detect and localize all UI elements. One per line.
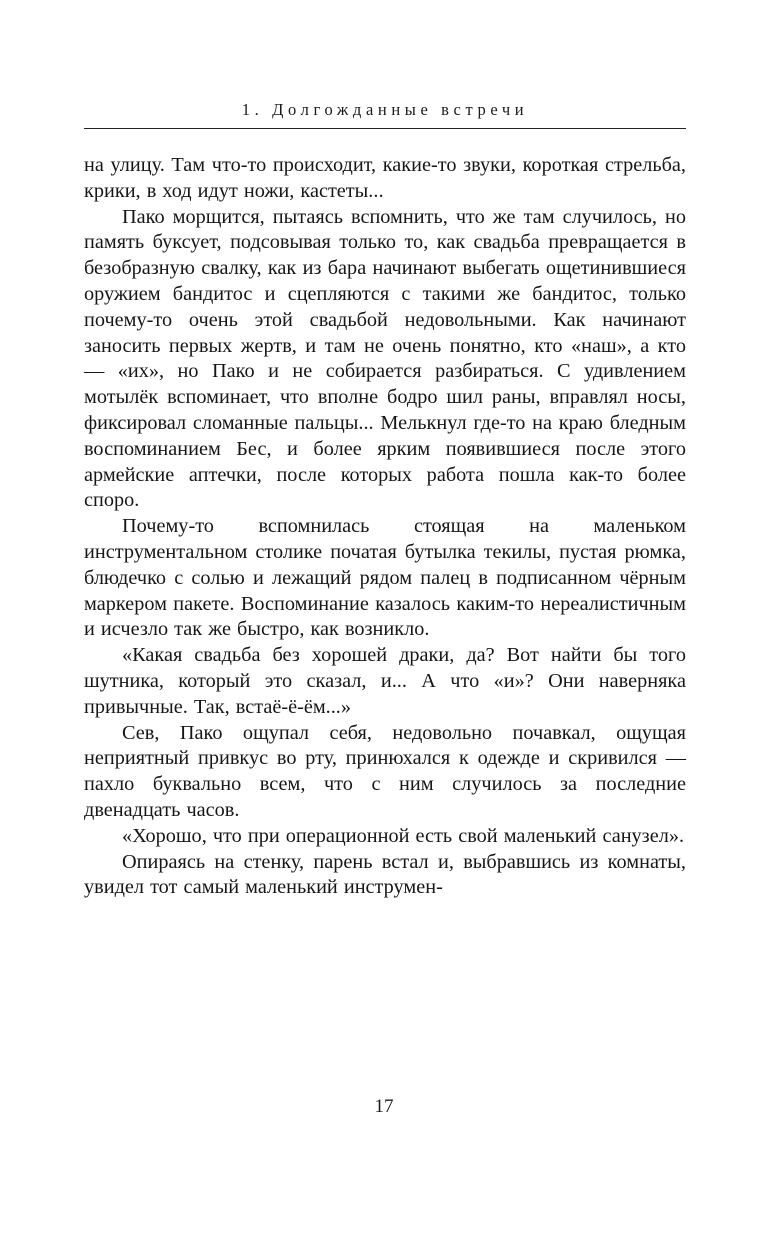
header-rule	[84, 128, 686, 129]
paragraph: на улицу. Там что-то происходит, какие-то звуки, короткая стрельба, крики, в ход идут ножи, кастеты...	[84, 154, 686, 202]
page-content	[84, 100, 686, 901]
paragraph: Опираясь на стенку, парень встал и, выбравшись из комнаты, увидел тот самый маленький инструмен-	[84, 850, 686, 899]
paragraph: «Какая свадьба без хорошей драки, да? Вот найти бы того шутника, который это сказал, и... А что «и»? Они наверняка привычные. Так, встаё-ё-ём...»	[84, 644, 686, 718]
page-body	[84, 153, 686, 901]
paragraph: «Хорошо, что при операционной есть свой маленький санузел».	[122, 824, 685, 847]
paragraph: Почему-то вспомнилась стоящая на маленьком инструментальном столике початая бутылка текилы, пустая рюмка, блюдечко с солью и лежащий рядом палец в подписанном чёрным маркером пакете. Воспоминание казалось каким-то нереалистичным и исчезло так же быстро, как возникло.	[84, 515, 686, 641]
page-number: 17	[374, 1096, 394, 1117]
paragraph: Сев, Пако ощупал себя, недовольно почавкал, ощущая неприятный привкус во рту, принюхался к одежде и скривился — пахло буквально всем, что с ним случилось за последние двенадцать часов.	[84, 721, 686, 821]
paragraph: Пако морщится, пытаясь вспомнить, что же там случилось, но память буксует, подсовывая только то, как свадьба превращается в безобразную свалку, как из бара начинают выбегать ощетинившиеся оружием бандитос и сцепляются с такими же бандитос, только почему-то очень этой свадьбой недовольными. Как начинают заносить первых жертв, и там не очень понятно, кто «наш», а кто — «их», но Пако и не собирается разбираться. С удивлением мотылёк вспоминает, что вполне бодро шил раны, вправлял носы, фиксировал сломанные пальцы... Мелькнул где-то на краю бледным воспоминанием Бес, и более ярким появившиеся после этого армейские аптечки, после которых работа пошла как-то более споро.	[84, 205, 686, 512]
chapter-header: 1. Долгожданные встречи	[241, 100, 529, 119]
